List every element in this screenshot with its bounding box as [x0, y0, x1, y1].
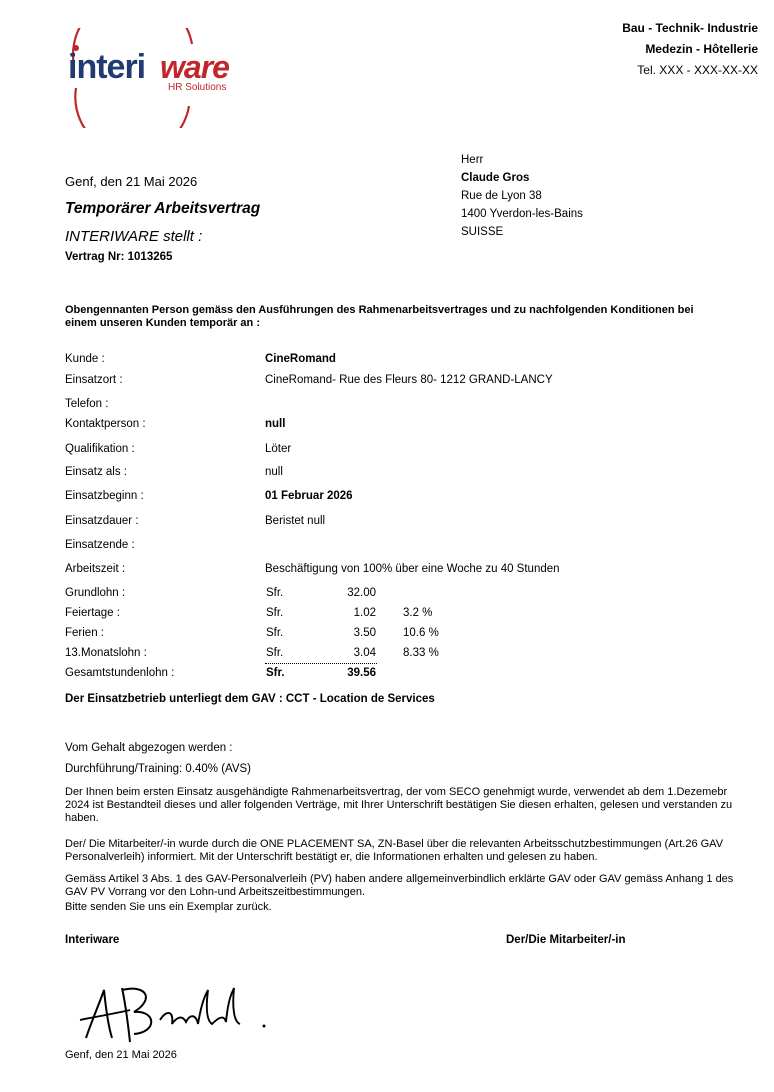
detail-label: Qualifikation : [65, 443, 135, 455]
signature-employee-label: Der/Die Mitarbeiter/-in [506, 934, 626, 946]
pay-label: 13.Monatslohn : [65, 647, 147, 659]
interiware-logo [64, 28, 274, 128]
gav-statement: Der Einsatzbetrieb unterliegt dem GAV : CCT - Location de Services [65, 693, 435, 705]
detail-label: Arbeitszeit : [65, 563, 126, 575]
svg-text:HR Solutions: HR Solutions [168, 82, 227, 93]
detail-label: Einsatzbeginn : [65, 490, 144, 502]
detail-label: Kontaktperson : [65, 418, 146, 430]
paragraph-return: Bitte senden Sie uns ein Exemplar zurück. [65, 901, 272, 913]
pay-currency: Sfr. [266, 587, 284, 599]
pay-total-currency: Sfr. [266, 667, 285, 679]
deductions-item: Durchführung/Training: 0.40% (AVS) [65, 763, 252, 775]
pay-total-label: Gesamtstundenlohn : [65, 667, 175, 679]
paragraph-safety: Der/ Die Mitarbeiter/-in wurde durch die ONE PLACEMENT SA, ZN-Basel über die relevanten Arbeitsschutzbestimmungen (Art.26 GAV Personalverleih) informiert. Mit der Unterschrift bestätigt er, die Informationen erhalten und gelesen zu haben. [65, 838, 724, 863]
pay-percent: 3.2 % [403, 607, 433, 619]
detail-value: null [265, 418, 286, 430]
company-phone: Tel. XXX - XXX-XX-XX [637, 63, 758, 77]
detail-label: Telefon : [65, 398, 109, 410]
sectors-line-2: Medezin - Hôtellerie [645, 42, 758, 56]
svg-text:ware: ware [160, 49, 229, 85]
pay-percent: 8.33 % [403, 647, 439, 659]
pay-currency: Sfr. [266, 647, 284, 659]
detail-value: null [265, 466, 283, 478]
paragraph-framework: Der Ihnen beim ersten Einsatz ausgehändigte Rahmenarbeitsvertrag, der vom SECO genehmigt wurde, verwendet ab dem 1.Dezemebr 2024 ist Bestandteil dieses und aller folgenden Verträge, mit Ihrer Unterschrift bestätigen Sie diesen erhalten, gelesen und verstanden zu haben. [65, 786, 733, 824]
pay-amount: 3.04 [353, 647, 376, 659]
pay-label: Feiertage : [65, 607, 120, 619]
detail-label: Einsatzdauer : [65, 515, 139, 527]
detail-value: Löter [265, 443, 292, 455]
detail-value: CineRomand- Rue des Fleurs 80- 1212 GRAND-LANCY [265, 374, 553, 386]
signature-date: Genf, den 21 Mai 2026 [65, 1049, 177, 1061]
pay-label: Grundlohn : [65, 587, 126, 599]
pay-amount: 32.00 [347, 587, 376, 599]
pay-currency: Sfr. [266, 627, 284, 639]
deductions-heading: Vom Gehalt abgezogen werden : [65, 742, 233, 754]
recipient-name: Claude Gros [461, 172, 530, 184]
paragraph-gav: Gemäss Artikel 3 Abs. 1 des GAV-Personalverleih (PV) haben andere allgemeinverbindlich erklärte GAV oder GAV gemäss Anhang 1 des GAV PV Vorrang vor den Lohn-und Arbeitszeitbestimmungen. [65, 873, 734, 898]
signature-company-label: Interiware [65, 934, 120, 946]
pay-percent: 10.6 % [403, 627, 439, 639]
detail-value: Beschäftigung von 100% über eine Woche zu 40 Stunden [265, 563, 560, 575]
recipient-salutation: Herr [461, 154, 484, 166]
detail-value: Beristet null [265, 515, 326, 527]
detail-label: Kunde : [65, 353, 105, 365]
document-date: Genf, den 21 Mai 2026 [65, 174, 198, 189]
recipient-city: 1400 Yverdon-les-Bains [461, 208, 583, 220]
detail-label: Einsatzort : [65, 374, 123, 386]
detail-value: CineRomand [265, 353, 336, 365]
pay-amount: 3.50 [353, 627, 376, 639]
sectors-line-1: Bau - Technik- Industrie [622, 21, 758, 35]
intro-text: Obengennanten Person gemäss den Ausführungen des Rahmenarbeitsvertrages und zu nachfolgenden Konditionen bei einem unseren Kunden temporär an : [65, 304, 694, 329]
detail-value: 01 Februar 2026 [265, 490, 353, 502]
document-title: Temporärer Arbeitsvertrag [65, 200, 261, 217]
recipient-street: Rue de Lyon 38 [461, 190, 542, 202]
detail-label: Einsatz als : [65, 466, 127, 478]
document-subtitle: INTERIWARE stellt : [65, 228, 203, 245]
pay-label: Ferien : [65, 627, 104, 639]
svg-text:interi: interi [68, 48, 146, 86]
pay-total-amount: 39.56 [347, 667, 376, 679]
handwritten-signature [78, 980, 278, 1048]
recipient-address [461, 151, 583, 241]
pay-amount: 1.02 [353, 607, 376, 619]
company-header [622, 18, 758, 81]
detail-label: Einsatzende : [65, 539, 135, 551]
recipient-country: SUISSE [461, 226, 504, 238]
contract-number: Vertrag Nr: 1013265 [65, 251, 173, 263]
pay-currency: Sfr. [266, 607, 284, 619]
total-separator [265, 663, 377, 664]
